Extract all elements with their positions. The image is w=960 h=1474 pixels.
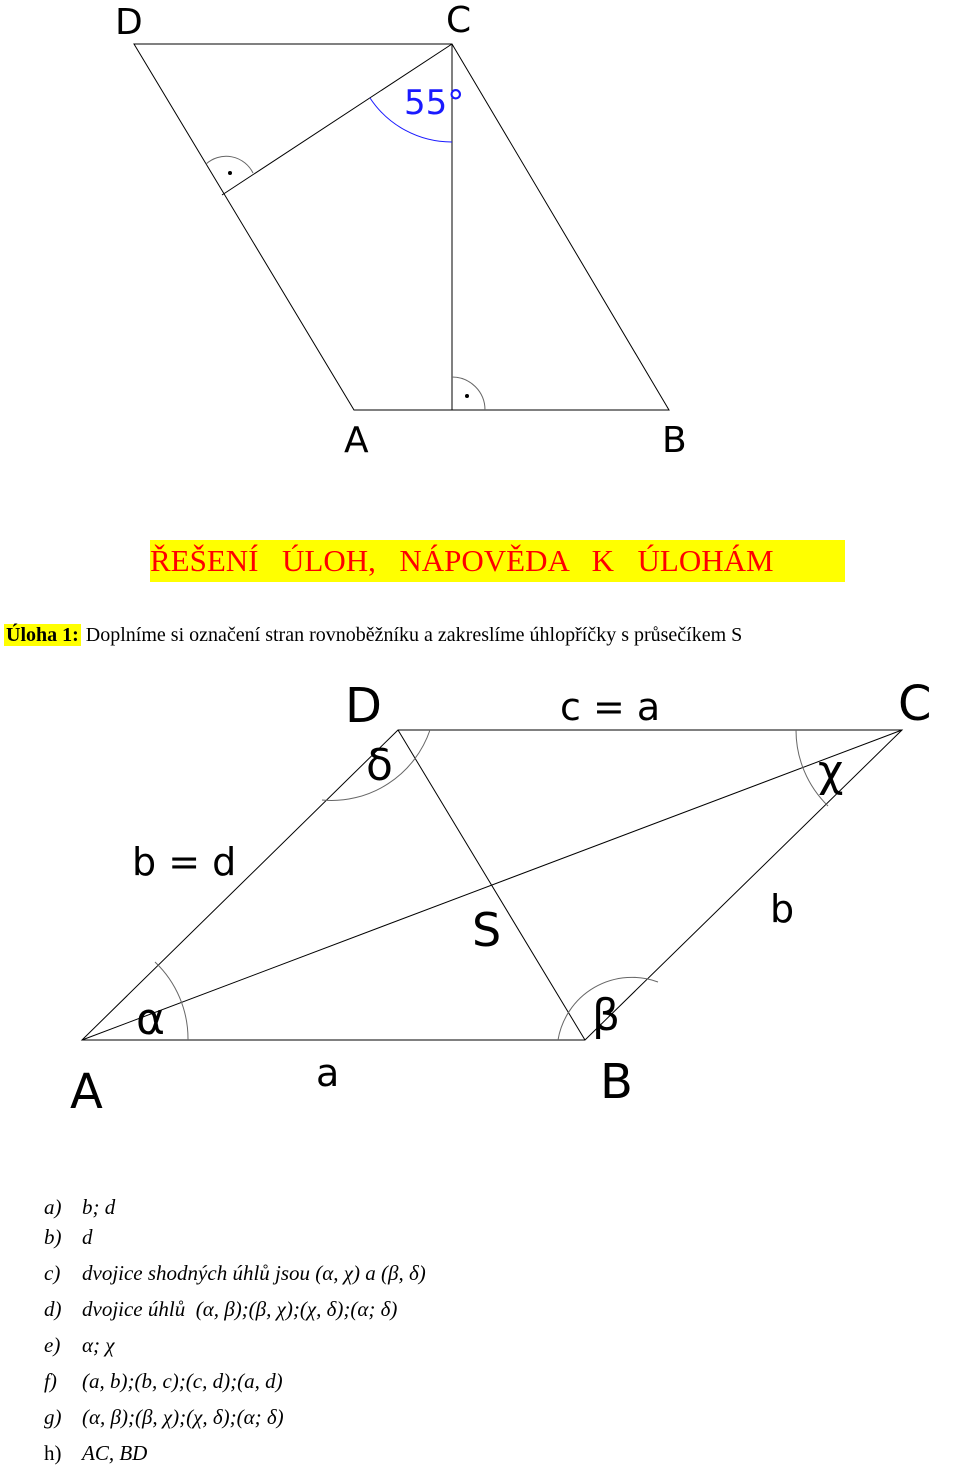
- answer-marker: e): [44, 1333, 61, 1357]
- answer-g: [44, 1402, 426, 1438]
- vertex2-c-label: C: [898, 676, 932, 732]
- diagonal-bd: [398, 730, 585, 1040]
- answer-b: [44, 1222, 426, 1258]
- answer-e: [44, 1330, 426, 1366]
- angle-delta-label: δ: [366, 740, 393, 791]
- vertex-d-label: D: [115, 2, 143, 43]
- vertex-b-label: B: [662, 420, 687, 461]
- answer-list: [44, 1192, 426, 1474]
- side-right-label: b: [770, 887, 795, 931]
- side-bottom-label: a: [316, 1051, 340, 1095]
- angle-beta-label: β: [592, 990, 621, 1041]
- side-top-label: c = a: [560, 685, 661, 729]
- answer-text: α; χ: [82, 1333, 115, 1357]
- angle-alpha-label: α: [136, 994, 166, 1045]
- vertex-a-label: A: [344, 420, 369, 461]
- answer-marker: g): [44, 1405, 62, 1429]
- side-left-label: b = d: [132, 840, 237, 884]
- answer-d: [44, 1294, 426, 1330]
- answer-marker: d): [44, 1297, 62, 1321]
- answer-marker: h): [44, 1441, 62, 1465]
- answer-marker: b): [44, 1225, 62, 1249]
- angle-55-label: 55°: [404, 83, 465, 123]
- vertex2-a-label: A: [70, 1064, 103, 1120]
- task-1-text: Doplníme si označení stran rovnoběžníku a zakreslíme úhlopříčky s průsečíkem S: [80, 624, 743, 646]
- answer-c: [44, 1258, 426, 1294]
- angle-chi-label: χ: [818, 746, 844, 797]
- answer-marker: f): [44, 1369, 57, 1393]
- answer-marker: c): [44, 1261, 61, 1285]
- answer-marker: a): [44, 1195, 62, 1219]
- intersection-s-label: S: [472, 903, 502, 957]
- vertex2-b-label: B: [600, 1054, 633, 1110]
- vertex2-d-label: D: [345, 678, 382, 734]
- task-1-tag: Úloha 1:: [6, 624, 79, 646]
- answer-text: dvojice shodných úhlů jsou (α, χ) a (β, δ): [82, 1261, 426, 1285]
- answer-h: [44, 1438, 426, 1474]
- answer-text: AC, BD: [82, 1441, 148, 1465]
- answer-text: (a, b);(b, c);(c, d);(a, d): [82, 1369, 283, 1393]
- answer-text: dvojice úhlů (α, β);(β, χ);(χ, δ);(α; δ): [82, 1297, 398, 1321]
- vertex-c-label: C: [446, 0, 472, 41]
- answer-text: d: [82, 1225, 93, 1249]
- answer-f: [44, 1366, 426, 1402]
- page-title: ŘEŠENÍ ÚLOH, NÁPOVĚDA K ÚLOHÁM: [150, 540, 845, 582]
- answer-text: b; d: [82, 1195, 116, 1219]
- answer-text: (α, β);(β, χ);(χ, δ);(α; δ): [82, 1405, 284, 1429]
